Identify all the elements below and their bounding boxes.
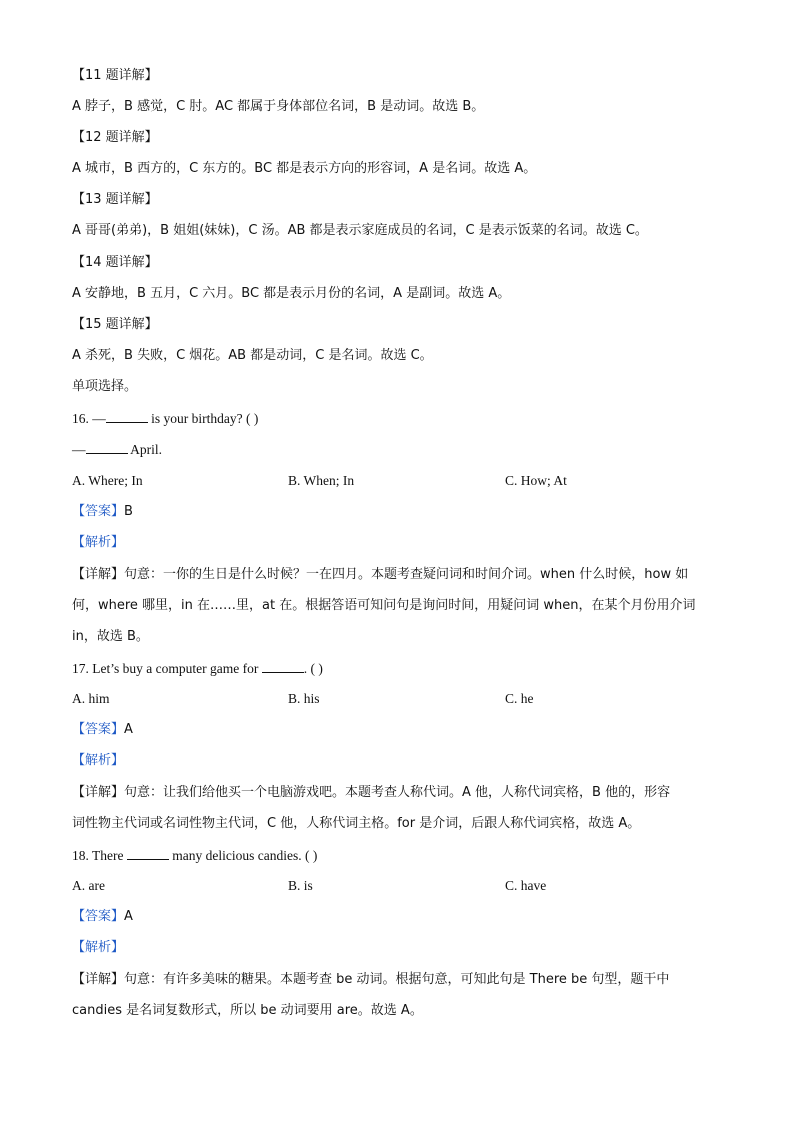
q17-stem-start: 17. Let’s buy a computer game for [72,661,262,676]
q16-detail-label: 【详解】 [72,567,125,582]
q16-answer-label: 【答案】 [72,504,125,519]
q13-explanation: A 哥哥(弟弟)，B 姐姐(妹妹)，C 汤。AB 都是表示家庭成员的名词，C 是表示饭菜的名词。故选 C。 [72,223,648,238]
q18-analysis-label: 【解析】 [72,940,125,955]
q17-blank [262,659,304,673]
q17-stem [72,659,323,678]
q18-blank [127,846,169,860]
q16-stem-start: 16. — [72,411,106,426]
q17-analysis-label: 【解析】 [72,753,125,768]
q16-option-a: A. Where; In [72,473,143,488]
q18-answer [72,908,133,926]
q18-stem-end: many delicious candies. ( ) [168,848,318,863]
q17-option-c: C. he [505,691,534,706]
q17-answer-label: 【答案】 [72,722,125,737]
q12-explanation: A 城市，B 西方的，C 东方的。BC 都是表示方向的形容词，A 是名词。故选 A。 [72,161,537,176]
q17-detail-text-1: 句意：让我们给他买一个电脑游戏吧。本题考查人称代词。A 他，人称代词宾格，B 他的，形容 [124,785,671,800]
q17-option-b: B. his [288,691,320,706]
q18-stem-start: 18. There [72,848,127,863]
q11-explanation: A 脖子，B 感觉，C 肘。AC 都属于身体部位名词，B 是动词。故选 B。 [72,99,485,114]
q16-option-c: C. How; At [505,473,567,488]
q16-detail-line-1 [72,566,688,584]
q16-reply [72,440,162,459]
q16-option-b: B. When; In [288,473,355,488]
q13-header: 【13 题详解】 [72,192,158,207]
q17-answer [72,721,133,739]
q18-detail-line-1 [72,971,669,989]
q16-detail-line-2: 何，where 哪里，in 在……里，at 在。根据答语可知问句是询问时间，用疑问词 when，在某个月份用介词 [72,598,696,613]
q18-detail-label: 【详解】 [72,972,125,987]
q16-detail-line-3: in，故选 B。 [72,629,149,644]
q18-option-c: C. have [505,878,547,893]
single-choice-heading: 单项选择。 [72,379,138,394]
q17-detail-line-2: 词性物主代词或名词性物主代词，C 他，人称代词主格。for 是介词，后跟人称代词宾格，故选 A。 [72,816,641,831]
q18-detail-text-1: 句意：有许多美味的糖果。本题考查 be 动词。根据句意，可知此句是 There be 句型，题干中 [124,972,670,987]
q17-detail-label: 【详解】 [72,785,125,800]
q16-stem [72,409,258,428]
q18-option-b: B. is [288,878,313,893]
q17-option-a: A. him [72,691,110,706]
q16-stem-end: is your birthday? ( ) [147,411,259,426]
q15-header: 【15 题详解】 [72,317,158,332]
q18-answer-label: 【答案】 [72,909,125,924]
q16-answer [72,503,133,521]
q12-header: 【12 题详解】 [72,130,158,145]
q17-detail-line-1 [72,784,670,802]
q16-reply-start: — [72,442,86,457]
q18-detail-line-2: candies 是名词复数形式，所以 be 动词要用 are。故选 A。 [72,1003,423,1018]
q16-detail-text-1: 句意：一你的生日是什么时候？一在四月。本题考查疑问词和时间介词。when 什么时候，how 如 [124,567,689,582]
q15-explanation: A 杀死，B 失败，C 烟花。AB 都是动词，C 是名词。故选 C。 [72,348,433,363]
q16-analysis-label: 【解析】 [72,535,125,550]
q18-stem [72,846,317,865]
q16-reply-blank [86,440,128,454]
q18-option-a: A. are [72,878,105,893]
q17-stem-end: . ( ) [303,661,323,676]
q16-reply-end: April. [127,442,163,457]
q16-answer-value: B [124,504,133,519]
q16-blank [106,409,148,423]
q11-header: 【11 题详解】 [72,68,158,83]
q14-header: 【14 题详解】 [72,255,158,270]
q18-answer-value: A [124,909,133,924]
q17-answer-value: A [124,722,133,737]
q14-explanation: A 安静地，B 五月，C 六月。BC 都是表示月份的名词，A 是副词。故选 A。 [72,286,511,301]
